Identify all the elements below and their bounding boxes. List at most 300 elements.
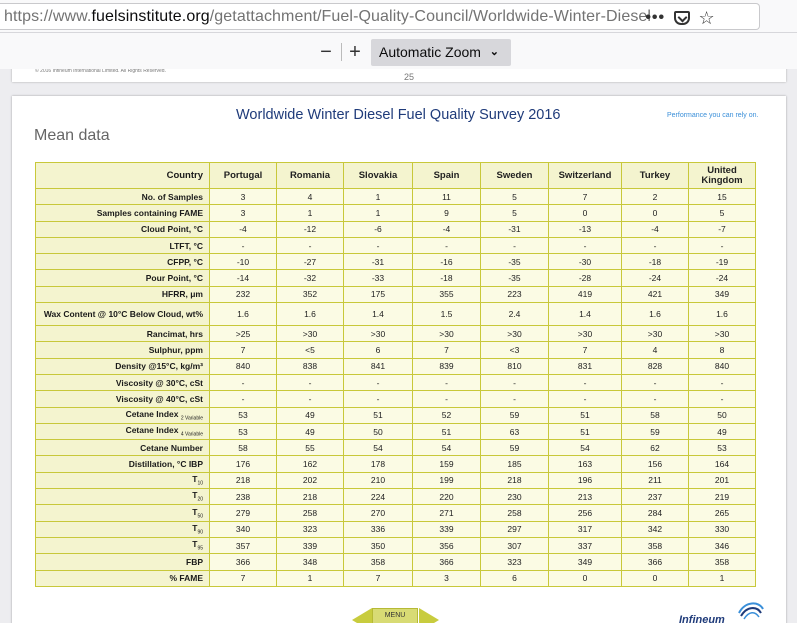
menu-button[interactable]: MENU — [372, 608, 418, 623]
table-cell: -4 — [413, 221, 481, 237]
table-cell: - — [622, 391, 689, 407]
table-row — [36, 570, 756, 586]
table-cell: -12 — [277, 221, 344, 237]
table-cell: 271 — [413, 505, 481, 521]
table-cell: -27 — [277, 254, 344, 270]
row-label — [36, 303, 210, 326]
row-label-text: Viscosity @ 40°C, cSt — [115, 393, 203, 404]
country-header: Spain — [413, 163, 481, 189]
row-label-text: Cetane Index — [125, 408, 179, 419]
row-label-subscript: 20 — [197, 497, 203, 504]
row-label — [36, 570, 210, 586]
table-cell: -31 — [344, 254, 413, 270]
header-country-label: Country — [36, 163, 210, 189]
table-cell: 346 — [689, 537, 756, 553]
row-label-text: T — [192, 539, 198, 550]
table-cell: - — [549, 237, 622, 253]
table-cell: 3 — [210, 205, 277, 221]
row-label — [36, 407, 210, 423]
table-cell: 348 — [277, 554, 344, 570]
row-label-text: HFRR, μm — [161, 289, 203, 300]
table-cell: >30 — [689, 326, 756, 342]
infineum-logo — [679, 599, 769, 623]
table-cell: -24 — [689, 270, 756, 286]
table-row — [36, 472, 756, 488]
table-cell: 162 — [277, 456, 344, 472]
table-cell: 355 — [413, 286, 481, 302]
url-prefix: https://www. — [4, 8, 92, 25]
table-cell: >30 — [481, 326, 549, 342]
row-label-subscript: 90 — [197, 529, 203, 536]
table-cell: -18 — [622, 254, 689, 270]
table-cell: 4 — [277, 189, 344, 205]
table-row — [36, 374, 756, 390]
row-label — [36, 342, 210, 358]
ellipsis-icon[interactable]: ••• — [645, 9, 666, 26]
table-cell: 53 — [689, 440, 756, 456]
table-cell: -13 — [549, 221, 622, 237]
table-row — [36, 286, 756, 302]
pocket-icon[interactable] — [674, 11, 690, 25]
row-label — [36, 221, 210, 237]
table-cell: - — [481, 237, 549, 253]
row-label-text: CFPP, °C — [167, 256, 203, 267]
table-cell: 839 — [413, 358, 481, 374]
table-cell: -18 — [413, 270, 481, 286]
table-cell: - — [549, 374, 622, 390]
table-cell: -31 — [481, 221, 549, 237]
table-cell: >30 — [622, 326, 689, 342]
table-cell: 358 — [344, 554, 413, 570]
table-cell: 218 — [210, 472, 277, 488]
table-cell: -35 — [481, 270, 549, 286]
table-cell: -4 — [210, 221, 277, 237]
table-cell: 8 — [689, 342, 756, 358]
table-cell: 828 — [622, 358, 689, 374]
table-cell: 7 — [549, 342, 622, 358]
table-cell: 54 — [549, 440, 622, 456]
country-header: Slovakia — [344, 163, 413, 189]
row-label-text: Pour Point, °C — [145, 273, 203, 284]
table-cell: -10 — [210, 254, 277, 270]
table-cell: 1.6 — [210, 303, 277, 326]
table-cell: 54 — [344, 440, 413, 456]
table-row — [36, 221, 756, 237]
table-cell: 5 — [481, 205, 549, 221]
table-cell: 220 — [413, 489, 481, 505]
table-cell: 284 — [622, 505, 689, 521]
row-label-subscript: 4 Variable — [180, 431, 203, 438]
zoom-in-button[interactable]: + — [349, 41, 361, 63]
pdf-page — [12, 96, 786, 623]
table-cell: 0 — [549, 205, 622, 221]
table-cell: 210 — [344, 472, 413, 488]
table-cell: 59 — [622, 423, 689, 439]
table-cell: -19 — [689, 254, 756, 270]
table-cell: 4 — [622, 342, 689, 358]
table-cell: 51 — [413, 423, 481, 439]
table-cell: 175 — [344, 286, 413, 302]
table-cell: <3 — [481, 342, 549, 358]
table-row — [36, 237, 756, 253]
table-cell: 223 — [481, 286, 549, 302]
table-cell: 1 — [344, 189, 413, 205]
table-row — [36, 358, 756, 374]
table-cell: -35 — [481, 254, 549, 270]
row-label-text: Sulphur, ppm — [148, 345, 203, 356]
table-cell: 6 — [481, 570, 549, 586]
table-cell: - — [277, 391, 344, 407]
table-cell: 51 — [549, 407, 622, 423]
table-cell: - — [622, 374, 689, 390]
page-navigation — [352, 603, 440, 623]
table-cell: -16 — [413, 254, 481, 270]
browser-toolbar — [0, 0, 797, 33]
row-label — [36, 374, 210, 390]
chevron-down-icon: ⌄ — [489, 46, 499, 58]
star-icon[interactable]: ☆ — [698, 7, 715, 28]
table-cell: 232 — [210, 286, 277, 302]
table-cell: 1.4 — [344, 303, 413, 326]
table-cell: 5 — [689, 205, 756, 221]
row-label-subscript: 95 — [197, 545, 203, 552]
table-row — [36, 205, 756, 221]
row-label — [36, 505, 210, 521]
toolbar-separator — [341, 43, 342, 61]
table-cell: - — [413, 374, 481, 390]
table-cell: 270 — [344, 505, 413, 521]
row-label-text: Density @15°C, kg/m³ — [115, 361, 203, 372]
table-cell: 7 — [549, 189, 622, 205]
next-arrow-icon[interactable] — [419, 608, 439, 623]
section-heading: Mean data — [34, 127, 110, 144]
table-header-row — [36, 163, 756, 189]
table-cell: -33 — [344, 270, 413, 286]
row-label — [36, 537, 210, 553]
table-cell: 3 — [210, 189, 277, 205]
table-cell: 196 — [549, 472, 622, 488]
table-cell: -14 — [210, 270, 277, 286]
table-cell: 1.6 — [277, 303, 344, 326]
table-cell: - — [344, 237, 413, 253]
table-cell: >30 — [344, 326, 413, 342]
row-label — [36, 440, 210, 456]
table-cell: -4 — [622, 221, 689, 237]
table-cell: 52 — [413, 407, 481, 423]
table-cell: - — [481, 374, 549, 390]
table-cell: 352 — [277, 286, 344, 302]
table-cell: 62 — [622, 440, 689, 456]
table-row — [36, 342, 756, 358]
table-cell: -28 — [549, 270, 622, 286]
zoom-out-button[interactable]: − — [320, 41, 332, 63]
table-cell: 258 — [481, 505, 549, 521]
table-cell: 54 — [413, 440, 481, 456]
previous-page — [12, 69, 786, 82]
zoom-select[interactable] — [371, 39, 511, 66]
table-cell: 349 — [689, 286, 756, 302]
table-cell: 256 — [549, 505, 622, 521]
table-cell: 178 — [344, 456, 413, 472]
copyright-text: © 2016 Infineum International Limited. All Rights Reserved. — [35, 69, 166, 74]
row-label-text: Wax Content @ 10°C Below Cloud, wt% — [43, 309, 203, 320]
table-cell: - — [689, 374, 756, 390]
country-header: Turkey — [622, 163, 689, 189]
address-bar[interactable] — [0, 3, 760, 30]
table-cell: 349 — [549, 554, 622, 570]
row-label-text: Rancimat, hrs — [146, 328, 203, 339]
table-cell: 51 — [549, 423, 622, 439]
table-cell: 51 — [344, 407, 413, 423]
table-cell: 258 — [277, 505, 344, 521]
table-cell: 366 — [622, 554, 689, 570]
table-cell: 238 — [210, 489, 277, 505]
country-header: United Kingdom — [689, 163, 756, 189]
table-cell: - — [344, 391, 413, 407]
logo-text: Infineum — [679, 614, 725, 623]
url-path: /getattachment/Fuel-Quality-Council/Worldwide-Winter-Diesel — [209, 8, 652, 25]
row-label — [36, 326, 210, 342]
table-cell: 164 — [689, 456, 756, 472]
row-label-text: T — [192, 506, 198, 517]
row-label — [36, 391, 210, 407]
country-header: Sweden — [481, 163, 549, 189]
table-cell: 1 — [277, 205, 344, 221]
table-cell: 49 — [277, 423, 344, 439]
table-cell: 265 — [689, 505, 756, 521]
row-label — [36, 189, 210, 205]
table-row — [36, 456, 756, 472]
row-label-text: Viscosity @ 30°C, cSt — [115, 377, 203, 388]
row-label-text: Cetane Number — [140, 442, 203, 453]
zoom-select-value: Automatic Zoom — [379, 44, 481, 60]
table-cell: 50 — [344, 423, 413, 439]
tagline: Performance you can rely on. — [667, 112, 759, 119]
table-cell: 59 — [481, 440, 549, 456]
row-label-text: T — [192, 474, 198, 485]
table-row — [36, 423, 756, 439]
table-cell: 9 — [413, 205, 481, 221]
table-cell: 218 — [277, 489, 344, 505]
table-row — [36, 554, 756, 570]
table-row — [36, 505, 756, 521]
table-cell: 159 — [413, 456, 481, 472]
table-row — [36, 391, 756, 407]
row-label — [36, 423, 210, 439]
table-cell: 350 — [344, 537, 413, 553]
table-cell: 53 — [210, 423, 277, 439]
table-row — [36, 521, 756, 537]
table-cell: 840 — [210, 358, 277, 374]
row-label-text: No. of Samples — [141, 191, 203, 202]
table-cell: 421 — [622, 286, 689, 302]
table-row — [36, 326, 756, 342]
table-cell: 3 — [413, 570, 481, 586]
row-label — [36, 554, 210, 570]
logo-swirl-icon — [735, 599, 765, 621]
pdf-toolbar — [0, 33, 797, 69]
table-cell: 53 — [210, 407, 277, 423]
row-label-text: Distillation, °C IBP — [128, 459, 203, 470]
table-cell: - — [689, 237, 756, 253]
table-cell: 0 — [549, 570, 622, 586]
row-label-text: Cloud Point, °C — [141, 224, 203, 235]
table-cell: 342 — [622, 521, 689, 537]
table-cell: 1 — [344, 205, 413, 221]
table-cell: 6 — [344, 342, 413, 358]
table-cell: 211 — [622, 472, 689, 488]
table-cell: 366 — [413, 554, 481, 570]
row-label-text: Samples containing FAME — [96, 207, 203, 218]
table-cell: 59 — [481, 407, 549, 423]
table-cell: 810 — [481, 358, 549, 374]
country-header: Switzerland — [549, 163, 622, 189]
table-cell: - — [689, 391, 756, 407]
url-actions — [641, 7, 719, 29]
row-label — [36, 254, 210, 270]
table-cell: - — [549, 391, 622, 407]
table-cell: 339 — [277, 537, 344, 553]
table-cell: 1.6 — [622, 303, 689, 326]
table-row — [36, 407, 756, 423]
country-header: Portugal — [210, 163, 277, 189]
table-cell: 336 — [344, 521, 413, 537]
row-label — [36, 286, 210, 302]
table-cell: >30 — [413, 326, 481, 342]
row-label — [36, 237, 210, 253]
table-cell: -30 — [549, 254, 622, 270]
page-number: 25 — [404, 72, 415, 82]
table-cell: 7 — [210, 342, 277, 358]
table-cell: 185 — [481, 456, 549, 472]
table-cell: 7 — [413, 342, 481, 358]
table-cell: 358 — [689, 554, 756, 570]
row-label — [36, 358, 210, 374]
table-cell: 219 — [689, 489, 756, 505]
table-cell: 279 — [210, 505, 277, 521]
table-cell: 317 — [549, 521, 622, 537]
table-cell: - — [481, 391, 549, 407]
table-cell: 176 — [210, 456, 277, 472]
row-label-text: T — [192, 522, 198, 533]
table-cell: 831 — [549, 358, 622, 374]
table-cell: 340 — [210, 521, 277, 537]
table-cell: - — [210, 374, 277, 390]
table-cell: 1.5 — [413, 303, 481, 326]
table-cell: 5 — [481, 189, 549, 205]
table-cell: >30 — [549, 326, 622, 342]
table-cell: 213 — [549, 489, 622, 505]
table-cell: 358 — [622, 537, 689, 553]
table-cell: - — [413, 237, 481, 253]
pdf-viewer[interactable] — [0, 69, 797, 623]
table-cell: 366 — [210, 554, 277, 570]
table-cell: 297 — [481, 521, 549, 537]
table-row — [36, 189, 756, 205]
table-cell: 58 — [210, 440, 277, 456]
table-cell: 339 — [413, 521, 481, 537]
table-cell: 838 — [277, 358, 344, 374]
table-cell: 330 — [689, 521, 756, 537]
table-cell: 356 — [413, 537, 481, 553]
row-label-subscript: 10 — [197, 480, 203, 487]
table-cell: 230 — [481, 489, 549, 505]
table-cell: 50 — [689, 407, 756, 423]
table-cell: 1 — [277, 570, 344, 586]
table-cell: 49 — [277, 407, 344, 423]
table-cell: 7 — [344, 570, 413, 586]
mean-data-table — [35, 162, 756, 587]
row-label-text: LTFT, °C — [169, 240, 203, 251]
url-text[interactable] — [4, 8, 672, 26]
table-row — [36, 537, 756, 553]
row-label — [36, 456, 210, 472]
table-row — [36, 270, 756, 286]
row-label-text: % FAME — [169, 573, 203, 584]
table-row — [36, 254, 756, 270]
table-cell: - — [277, 237, 344, 253]
table-cell: 201 — [689, 472, 756, 488]
table-cell: 11 — [413, 189, 481, 205]
table-cell: 218 — [481, 472, 549, 488]
row-label-subscript: 2 Variable — [180, 415, 203, 422]
table-cell: 323 — [277, 521, 344, 537]
table-cell: 840 — [689, 358, 756, 374]
table-cell: - — [277, 374, 344, 390]
table-cell: 2.4 — [481, 303, 549, 326]
table-cell: 63 — [481, 423, 549, 439]
table-cell: -24 — [622, 270, 689, 286]
table-cell: 202 — [277, 472, 344, 488]
table-cell: 163 — [549, 456, 622, 472]
table-cell: 419 — [549, 286, 622, 302]
table-cell: 224 — [344, 489, 413, 505]
url-domain: fuelsinstitute.org — [91, 8, 210, 25]
table-cell: 0 — [622, 205, 689, 221]
table-cell: 1 — [689, 570, 756, 586]
table-cell: 1.4 — [549, 303, 622, 326]
table-cell: >25 — [210, 326, 277, 342]
table-cell: - — [210, 237, 277, 253]
table-cell: 1.6 — [689, 303, 756, 326]
table-row — [36, 489, 756, 505]
row-label — [36, 205, 210, 221]
table-cell: - — [344, 374, 413, 390]
table-cell: - — [210, 391, 277, 407]
document-title: Worldwide Winter Diesel Fuel Quality Survey 2016 — [236, 107, 561, 123]
previous-arrow-icon[interactable] — [352, 608, 372, 623]
table-cell: 323 — [481, 554, 549, 570]
table-cell: - — [622, 237, 689, 253]
table-cell: 237 — [622, 489, 689, 505]
table-cell: 2 — [622, 189, 689, 205]
table-cell: <5 — [277, 342, 344, 358]
row-label-text: T — [192, 490, 198, 501]
table-cell: 55 — [277, 440, 344, 456]
table-cell: 58 — [622, 407, 689, 423]
row-label-text: FBP — [186, 556, 203, 567]
row-label-subscript: 50 — [197, 513, 203, 520]
table-row — [36, 440, 756, 456]
table-cell: 841 — [344, 358, 413, 374]
table-cell: -7 — [689, 221, 756, 237]
table-cell: 156 — [622, 456, 689, 472]
row-label — [36, 270, 210, 286]
row-label — [36, 489, 210, 505]
table-cell: 199 — [413, 472, 481, 488]
table-cell: - — [413, 391, 481, 407]
table-cell: 49 — [689, 423, 756, 439]
